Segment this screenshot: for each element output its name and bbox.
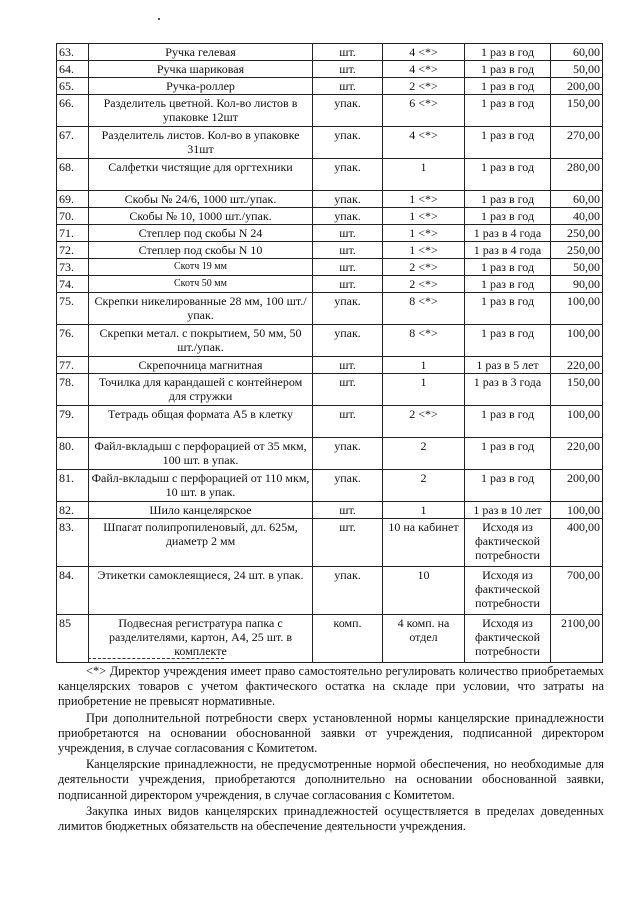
item-frequency: 1 раз в год	[465, 259, 551, 276]
item-unit: упак.	[313, 191, 383, 208]
row-number: 66.	[57, 95, 89, 127]
item-frequency: 1 раз в год	[465, 208, 551, 225]
table-row	[57, 95, 603, 127]
item-quantity: 1 <*>	[383, 242, 465, 259]
row-number: 81.	[57, 470, 89, 502]
item-unit: упак.	[313, 470, 383, 502]
row-number: 63.	[57, 44, 89, 61]
row-number: 69.	[57, 191, 89, 208]
item-unit: шт.	[313, 44, 383, 61]
item-quantity: 10	[383, 567, 465, 615]
item-price: 100,00	[551, 406, 603, 438]
item-price: 60,00	[551, 44, 603, 61]
item-price: 50,00	[551, 61, 603, 78]
item-frequency: 1 раз в год	[465, 438, 551, 470]
item-frequency: 1 раз в 3 года	[465, 374, 551, 406]
item-quantity: 4 <*>	[383, 127, 465, 159]
item-price: 250,00	[551, 225, 603, 242]
item-unit: упак.	[313, 438, 383, 470]
item-price: 400,00	[551, 519, 603, 567]
item-name: Разделитель листов. Кол-во в упаковке 31шт	[89, 127, 313, 159]
table-row	[57, 191, 603, 208]
item-name: Этикетки самоклеящиеся, 24 шт. в упак.	[89, 567, 313, 615]
table-row	[57, 567, 603, 615]
table-row	[57, 374, 603, 406]
item-quantity: 2 <*>	[383, 276, 465, 293]
footnote-additional-need: При дополнительной потребности сверх установленной нормы канцелярские принадлежности приобретаются на основании обоснованной заявки от учреждения, подписанной директором учреждения, в случае согласования с Комитетом.	[58, 710, 604, 756]
footnote-other-purchases: Закупка иных видов канцелярских принадлежностей осуществляется в пределах доведенных лимитов бюджетных обязательств на обеспечение деятельности учреждения.	[58, 803, 604, 834]
scan-dot	[158, 18, 160, 20]
item-name: Файл-вкладыш с перфорацией от 35 мкм, 100 шт. в упак.	[89, 438, 313, 470]
table-row	[57, 325, 603, 357]
supplies-table	[56, 43, 603, 663]
item-name: Скрепочница магнитная	[89, 357, 313, 374]
item-quantity: 2 <*>	[383, 78, 465, 95]
item-unit: упак.	[313, 293, 383, 325]
item-price: 700,00	[551, 567, 603, 615]
item-name: Ручка шариковая	[89, 61, 313, 78]
item-frequency: 1 раз в 4 года	[465, 242, 551, 259]
item-name: Точилка для карандашей с контейнером для стружки	[89, 374, 313, 406]
item-frequency: 1 раз в год	[465, 127, 551, 159]
item-price: 150,00	[551, 95, 603, 127]
table-row	[57, 127, 603, 159]
item-unit: упак.	[313, 127, 383, 159]
footnote-director-right: <*> Директор учреждения имеет право самостоятельно регулировать количество приобретаемых канцелярских товаров с учетом фактического остатка на складе при условии, что затраты на приобретение не превысят нормативные.	[58, 664, 604, 709]
item-name: Ручка гелевая	[89, 44, 313, 61]
table-row	[57, 159, 603, 191]
item-unit: комп.	[313, 615, 383, 663]
table-row	[57, 519, 603, 567]
table-row	[57, 470, 603, 502]
item-price: 250,00	[551, 242, 603, 259]
row-number: 74.	[57, 276, 89, 293]
row-number: 64.	[57, 61, 89, 78]
item-quantity: 1	[383, 357, 465, 374]
item-frequency: 1 раз в год	[465, 470, 551, 502]
item-unit: упак.	[313, 567, 383, 615]
row-number: 67.	[57, 127, 89, 159]
item-unit: шт.	[313, 259, 383, 276]
item-quantity: 1 <*>	[383, 191, 465, 208]
supplies-table-body	[57, 44, 603, 663]
item-price: 280,00	[551, 159, 603, 191]
item-quantity: 2 <*>	[383, 406, 465, 438]
item-frequency: 1 раз в 10 лет	[465, 502, 551, 519]
table-row	[57, 615, 603, 663]
item-quantity: 8 <*>	[383, 325, 465, 357]
item-frequency: 1 раз в год	[465, 406, 551, 438]
item-frequency: 1 раз в год	[465, 276, 551, 293]
item-frequency: 1 раз в 5 лет	[465, 357, 551, 374]
item-price: 150,00	[551, 374, 603, 406]
item-unit: шт.	[313, 374, 383, 406]
item-price: 60,00	[551, 191, 603, 208]
item-name: Скобы № 24/6, 1000 шт./упак.	[89, 191, 313, 208]
row-number: 84.	[57, 567, 89, 615]
item-name: Ручка-роллер	[89, 78, 313, 95]
footnote-separator	[88, 658, 224, 659]
item-price: 40,00	[551, 208, 603, 225]
table-row	[57, 208, 603, 225]
item-price: 100,00	[551, 293, 603, 325]
item-name: Скотч 19 мм	[89, 259, 313, 276]
item-frequency: 1 раз в год	[465, 191, 551, 208]
item-price: 100,00	[551, 325, 603, 357]
item-frequency: 1 раз в год	[465, 325, 551, 357]
item-frequency: 1 раз в 4 года	[465, 225, 551, 242]
item-name: Салфетки чистящие для оргтехники	[89, 159, 313, 191]
table-row	[57, 78, 603, 95]
item-name: Файл-вкладыш с перфорацией от 110 мкм, 10 шт. в упак.	[89, 470, 313, 502]
item-name: Шило канцелярское	[89, 502, 313, 519]
row-number: 70.	[57, 208, 89, 225]
item-quantity: 1	[383, 159, 465, 191]
item-quantity: 2	[383, 438, 465, 470]
item-name: Скрепки метал. с покрытием, 50 мм, 50 шт./упак.	[89, 325, 313, 357]
item-name: Разделитель цветной. Кол-во листов в упаковке 12шт	[89, 95, 313, 127]
item-quantity: 2	[383, 470, 465, 502]
item-frequency: 1 раз в год	[465, 44, 551, 61]
table-row	[57, 357, 603, 374]
table-row	[57, 438, 603, 470]
item-frequency: 1 раз в год	[465, 159, 551, 191]
item-quantity: 10 на кабинет	[383, 519, 465, 567]
row-number: 78.	[57, 374, 89, 406]
item-name: Скрепки никелированные 28 мм, 100 шт./упак.	[89, 293, 313, 325]
item-frequency: Исходя из фактической потребности	[465, 567, 551, 615]
item-unit: шт.	[313, 357, 383, 374]
item-quantity: 6 <*>	[383, 95, 465, 127]
item-frequency: 1 раз в год	[465, 95, 551, 127]
item-price: 200,00	[551, 470, 603, 502]
footnotes	[58, 664, 604, 835]
item-unit: упак.	[313, 325, 383, 357]
item-quantity: 1	[383, 502, 465, 519]
item-name: Скотч 50 мм	[89, 276, 313, 293]
row-number: 75.	[57, 293, 89, 325]
item-unit: шт.	[313, 78, 383, 95]
item-price: 100,00	[551, 502, 603, 519]
item-price: 2100,00	[551, 615, 603, 663]
row-number: 71.	[57, 225, 89, 242]
item-quantity: 4 комп. на отдел	[383, 615, 465, 663]
item-unit: шт.	[313, 406, 383, 438]
item-quantity: 1 <*>	[383, 225, 465, 242]
item-price: 220,00	[551, 357, 603, 374]
table-row	[57, 225, 603, 242]
item-name: Шпагат полипропиленовый, дл. 625м, диаметр 2 мм	[89, 519, 313, 567]
item-unit: упак.	[313, 208, 383, 225]
table-row	[57, 242, 603, 259]
item-frequency: Исходя из фактической потребности	[465, 519, 551, 567]
table-row	[57, 502, 603, 519]
item-name: Степлер под скобы N 24	[89, 225, 313, 242]
item-name: Подвесная регистратура папка с разделителями, картон, А4, 25 шт. в комплекте	[89, 615, 313, 663]
item-quantity: 4 <*>	[383, 61, 465, 78]
table-row	[57, 61, 603, 78]
item-unit: шт.	[313, 61, 383, 78]
item-unit: шт.	[313, 242, 383, 259]
item-unit: упак.	[313, 159, 383, 191]
item-unit: шт.	[313, 502, 383, 519]
row-number: 76.	[57, 325, 89, 357]
table-row	[57, 44, 603, 61]
item-price: 50,00	[551, 259, 603, 276]
row-number: 73.	[57, 259, 89, 276]
item-unit: шт.	[313, 519, 383, 567]
row-number: 65.	[57, 78, 89, 95]
item-frequency: 1 раз в год	[465, 293, 551, 325]
item-frequency: 1 раз в год	[465, 61, 551, 78]
item-frequency: Исходя из фактической потребности	[465, 615, 551, 663]
item-quantity: 2 <*>	[383, 259, 465, 276]
item-unit: шт.	[313, 225, 383, 242]
item-unit: упак.	[313, 95, 383, 127]
item-price: 90,00	[551, 276, 603, 293]
row-number: 85	[57, 615, 89, 663]
table-row	[57, 406, 603, 438]
item-quantity: 1	[383, 374, 465, 406]
item-unit: шт.	[313, 276, 383, 293]
row-number: 82.	[57, 502, 89, 519]
footnote-unlisted-supplies: Канцелярские принадлежности, не предусмотренные нормой обеспечения, но необходимые для деятельности учреждения, приобретаются дополнительно на основании обоснованной заявки, подписанной директором учреждения, в случае согласования с Комитетом.	[58, 757, 604, 802]
table-row	[57, 293, 603, 325]
item-frequency: 1 раз в год	[465, 78, 551, 95]
table-row	[57, 276, 603, 293]
row-number: 80.	[57, 438, 89, 470]
row-number: 77.	[57, 357, 89, 374]
item-price: 220,00	[551, 438, 603, 470]
item-quantity: 4 <*>	[383, 44, 465, 61]
item-name: Скобы № 10, 1000 шт./упак.	[89, 208, 313, 225]
row-number: 68.	[57, 159, 89, 191]
table-row	[57, 259, 603, 276]
item-name: Степлер под скобы N 10	[89, 242, 313, 259]
row-number: 72.	[57, 242, 89, 259]
item-quantity: 8 <*>	[383, 293, 465, 325]
item-name: Тетрадь общая формата А5 в клетку	[89, 406, 313, 438]
item-price: 200,00	[551, 78, 603, 95]
item-quantity: 1 <*>	[383, 208, 465, 225]
item-price: 270,00	[551, 127, 603, 159]
row-number: 79.	[57, 406, 89, 438]
row-number: 83.	[57, 519, 89, 567]
